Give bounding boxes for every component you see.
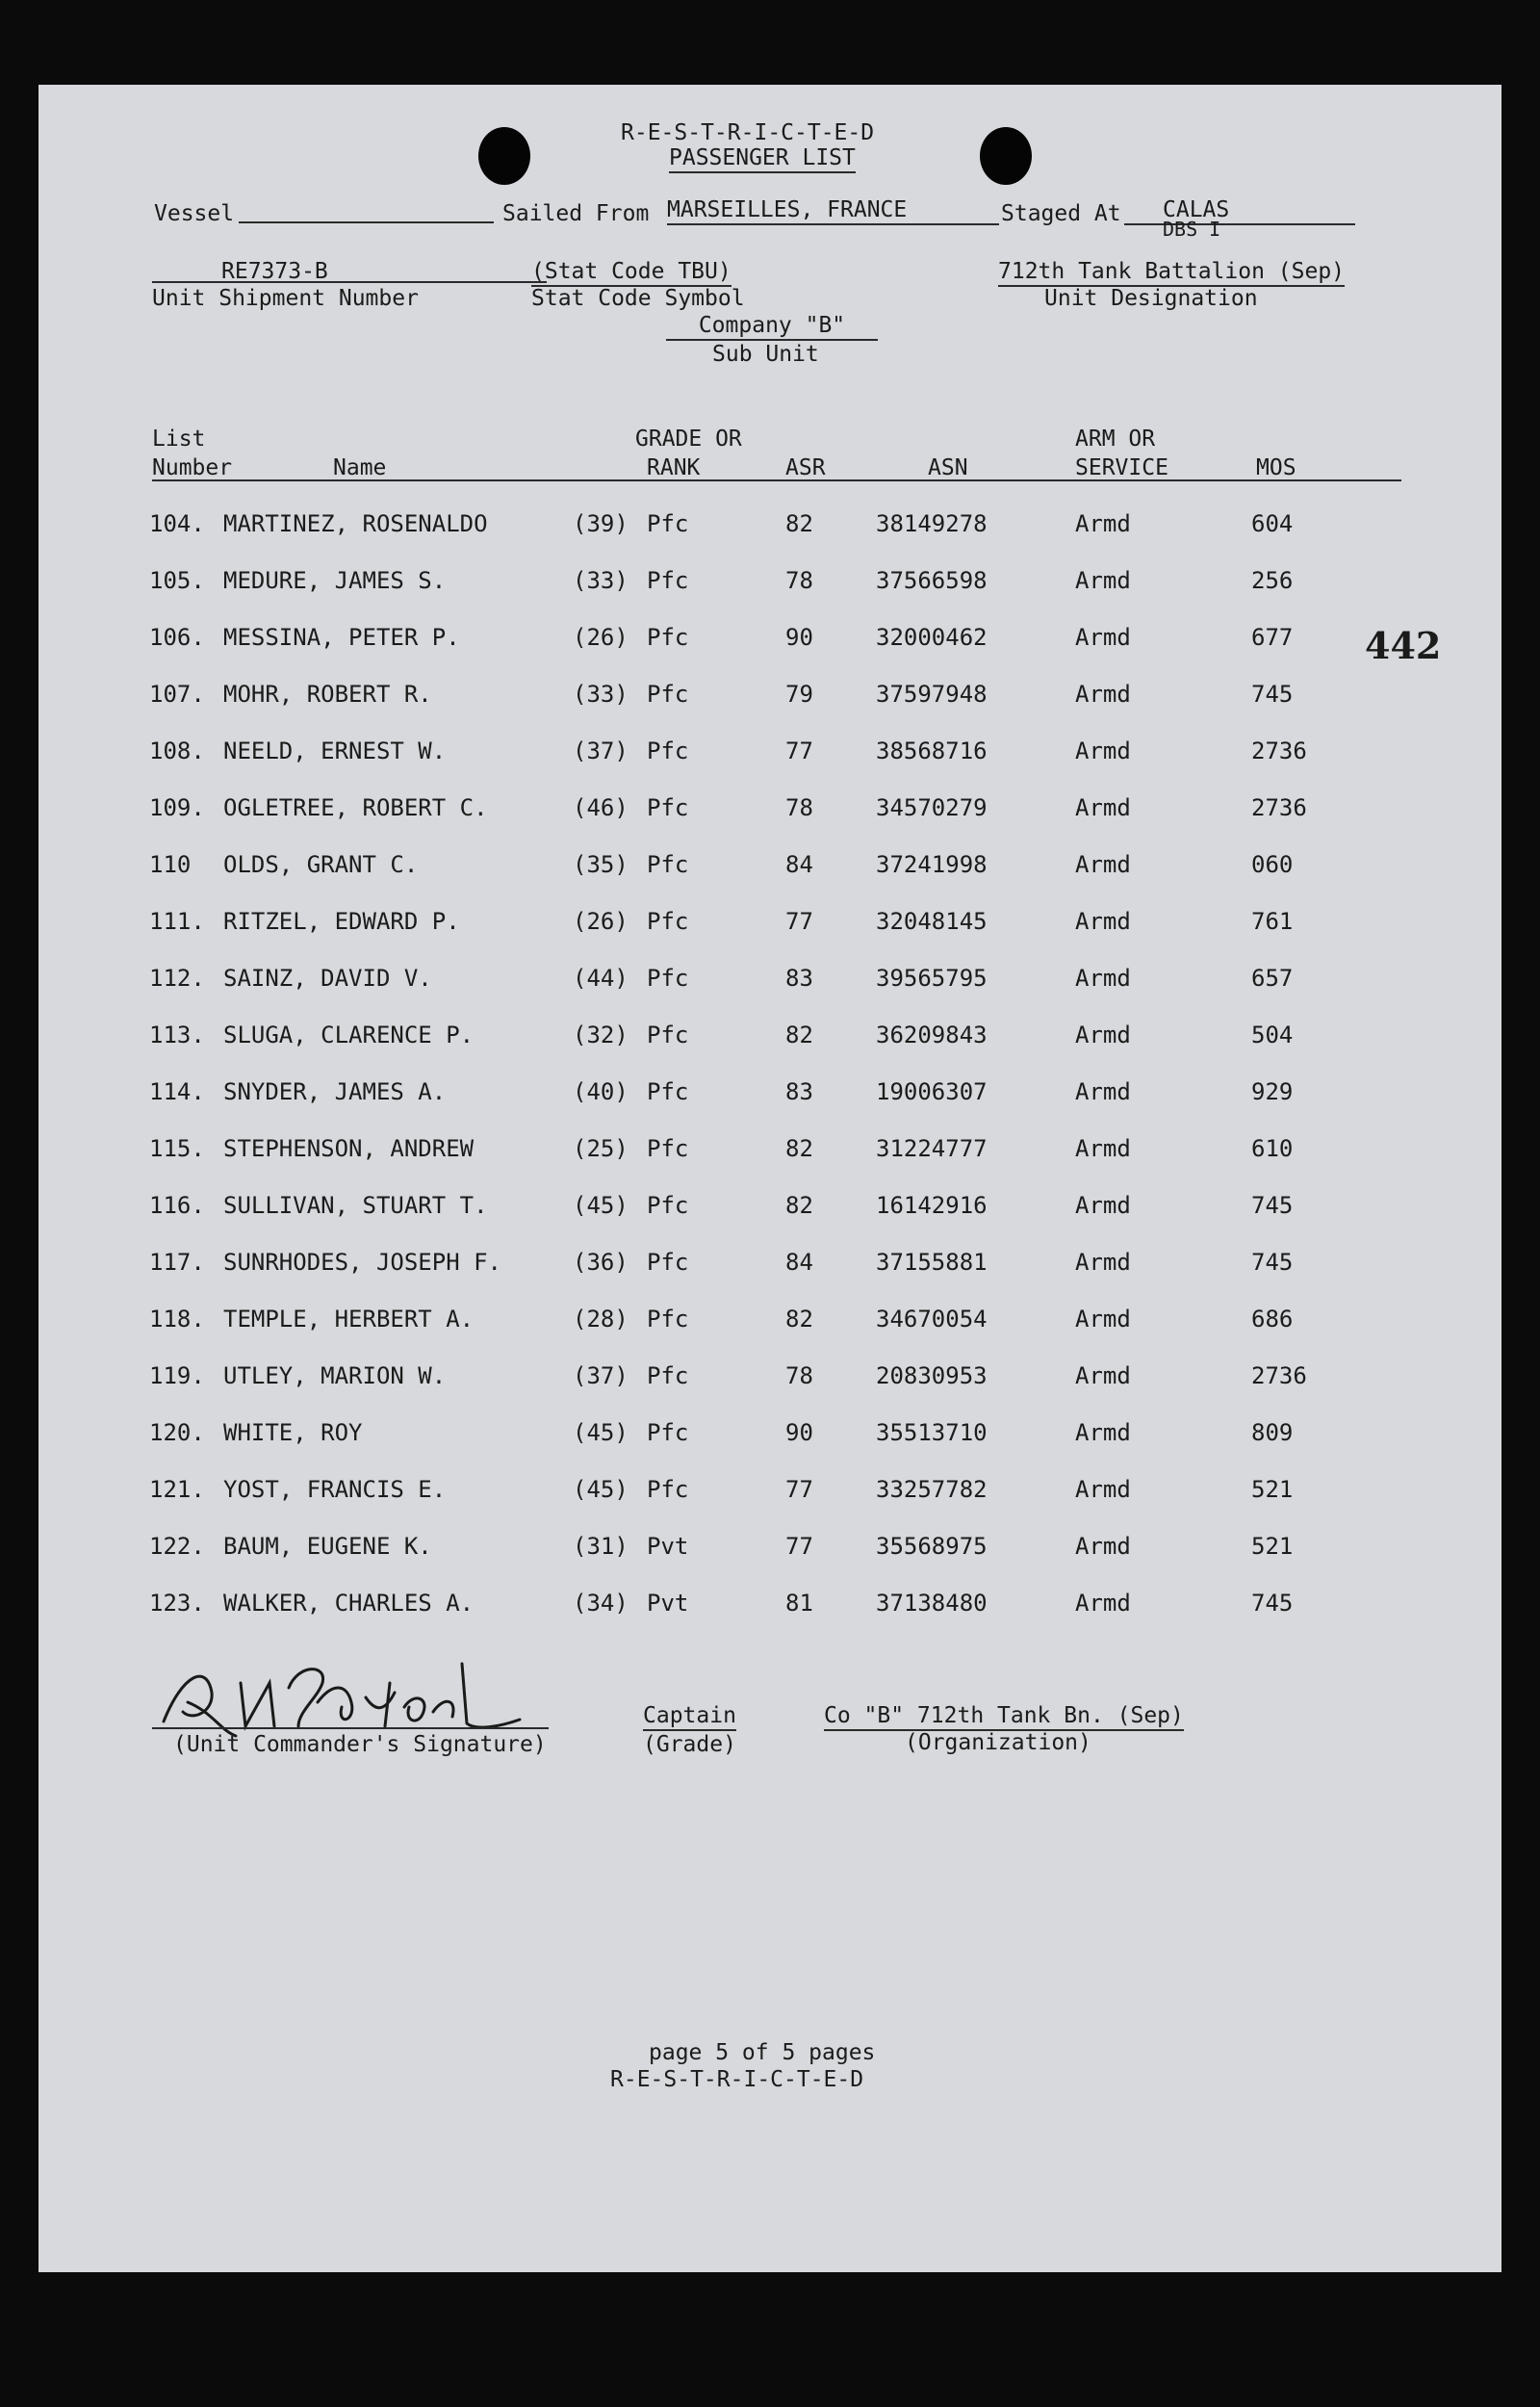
row-asn: 19006307 [876,1078,988,1105]
row-name: SNYDER, JAMES A. [223,1078,447,1105]
row-arm: Armd [1075,794,1131,821]
row-rank: Pfc [647,624,689,651]
table-row [38,1413,1502,1452]
row-asn: 37566598 [876,567,988,594]
row-name: WHITE, ROY [223,1419,363,1446]
row-asn: 37155881 [876,1249,988,1276]
row-number: 123. [149,1590,205,1617]
row-arm: Armd [1075,1533,1131,1560]
row-asn: 37138480 [876,1590,988,1617]
row-asr: 84 [785,851,813,878]
row-rank: Pfc [647,1192,689,1219]
row-age: (33) [573,681,629,708]
table-row [38,675,1502,713]
row-name: YOST, FRANCIS E. [223,1476,447,1503]
table-row [38,959,1502,997]
row-asr: 82 [785,1022,813,1048]
organization: Co "B" 712th Tank Bn. (Sep) [824,1702,1184,1731]
row-mos: 745 [1251,681,1294,708]
row-asn: 38568716 [876,738,988,764]
table-row [38,1073,1502,1111]
grade-label: (Grade) [643,1732,736,1757]
row-mos: 521 [1251,1533,1294,1560]
row-arm: Armd [1075,1022,1131,1048]
col-header-name: Name [333,455,387,480]
row-arm: Armd [1075,965,1131,992]
row-age: (34) [573,1590,629,1617]
row-number: 108. [149,738,205,764]
row-asr: 84 [785,1249,813,1276]
table-row [38,1527,1502,1566]
row-rank: Pfc [647,1306,689,1333]
row-asn: 20830953 [876,1362,988,1389]
row-age: (45) [573,1192,629,1219]
row-arm: Armd [1075,681,1131,708]
document-page [38,85,1502,2272]
row-asn: 35513710 [876,1419,988,1446]
row-rank: Pfc [647,851,689,878]
col-header-rank: RANK [647,455,701,480]
table-row [38,1016,1502,1054]
row-age: (39) [573,510,629,537]
restricted-bottom: R-E-S-T-R-I-C-T-E-D [610,2067,864,2092]
row-number: 117. [149,1249,205,1276]
row-asn: 34570279 [876,794,988,821]
row-number: 122. [149,1533,205,1560]
row-rank: Pvt [647,1590,689,1617]
header-rule [152,479,1401,481]
row-rank: Pfc [647,1476,689,1503]
row-asr: 83 [785,965,813,992]
punch-hole-right [980,127,1032,185]
unit-shipment-label: Unit Shipment Number [152,286,419,311]
table-row [38,618,1502,657]
row-name: STEPHENSON, ANDREW [223,1135,475,1162]
row-asr: 78 [785,794,813,821]
signature-line [152,1727,549,1729]
row-arm: Armd [1075,1078,1131,1105]
row-number: 104. [149,510,205,537]
col-header-asr: ASR [785,455,826,480]
row-arm: Armd [1075,1476,1131,1503]
row-number: 118. [149,1306,205,1333]
signature-label: (Unit Commander's Signature) [173,1732,547,1757]
staged-at-sub: DBS I [1163,218,1221,241]
row-mos: 809 [1251,1419,1294,1446]
row-arm: Armd [1075,1590,1131,1617]
row-number: 107. [149,681,205,708]
stamp-number: 442 [1365,624,1442,667]
row-name: RITZEL, EDWARD P. [223,908,460,935]
table-row [38,1357,1502,1395]
table-row [38,505,1502,543]
row-mos: 604 [1251,510,1294,537]
table-row [38,1129,1502,1168]
row-arm: Armd [1075,1249,1131,1276]
row-number: 121. [149,1476,205,1503]
row-rank: Pfc [647,681,689,708]
row-mos: 686 [1251,1306,1294,1333]
table-row [38,789,1502,827]
row-name: TEMPLE, HERBERT A. [223,1306,475,1333]
sub-unit-label: Sub Unit [712,342,819,367]
row-name: BAUM, EUGENE K. [223,1533,432,1560]
row-asn: 16142916 [876,1192,988,1219]
row-mos: 2736 [1251,794,1307,821]
staged-at-line [1124,223,1355,225]
row-mos: 761 [1251,908,1294,935]
row-number: 110 [149,851,192,878]
row-name: OLDS, GRANT C. [223,851,419,878]
row-mos: 2736 [1251,738,1307,764]
row-number: 109. [149,794,205,821]
row-number: 111. [149,908,205,935]
unit-designation: 712th Tank Battalion (Sep) [998,258,1345,287]
sub-unit: Company "B" [666,312,878,341]
row-asn: 33257782 [876,1476,988,1503]
sailed-from-label: Sailed From [502,201,650,226]
stat-code-label: Stat Code Symbol [531,286,745,311]
row-asr: 90 [785,624,813,651]
row-asr: 90 [785,1419,813,1446]
restricted-top: R-E-S-T-R-I-C-T-E-D [621,120,875,145]
row-rank: Pfc [647,1362,689,1389]
row-rank: Pfc [647,510,689,537]
sailed-from-value: MARSEILLES, FRANCE [667,196,999,225]
row-arm: Armd [1075,1306,1131,1333]
col-header-mos: MOS [1256,455,1296,480]
row-name: NEELD, ERNEST W. [223,738,447,764]
row-arm: Armd [1075,567,1131,594]
row-name: MEDURE, JAMES S. [223,567,447,594]
row-name: SAINZ, DAVID V. [223,965,432,992]
row-number: 106. [149,624,205,651]
punch-hole-left [478,127,530,185]
row-asn: 32000462 [876,624,988,651]
row-asn: 37241998 [876,851,988,878]
unit-shipment-line [152,281,547,283]
row-asn: 35568975 [876,1533,988,1560]
row-name: WALKER, CHARLES A. [223,1590,475,1617]
row-number: 119. [149,1362,205,1389]
row-number: 112. [149,965,205,992]
row-arm: Armd [1075,1135,1131,1162]
page-indicator: page 5 of 5 pages [649,2040,876,2065]
row-asn: 36209843 [876,1022,988,1048]
table-row [38,561,1502,600]
row-age: (33) [573,567,629,594]
row-age: (32) [573,1022,629,1048]
row-asr: 82 [785,510,813,537]
stat-code: (Stat Code TBU) [531,258,732,287]
row-number: 120. [149,1419,205,1446]
row-age: (36) [573,1249,629,1276]
row-asr: 79 [785,681,813,708]
commander-grade: Captain [643,1702,736,1731]
row-name: SULLIVAN, STUART T. [223,1192,488,1219]
row-name: UTLEY, MARION W. [223,1362,447,1389]
row-mos: 929 [1251,1078,1294,1105]
unit-designation-label: Unit Designation [1044,286,1258,311]
row-number: 113. [149,1022,205,1048]
row-rank: Pfc [647,908,689,935]
row-age: (46) [573,794,629,821]
row-name: SLUGA, CLARENCE P. [223,1022,475,1048]
row-name: MARTINEZ, ROSENALDO [223,510,488,537]
row-age: (37) [573,738,629,764]
vessel-field-line [239,221,494,223]
row-number: 105. [149,567,205,594]
row-rank: Pfc [647,965,689,992]
row-asr: 82 [785,1306,813,1333]
row-age: (26) [573,908,629,935]
row-age: (45) [573,1476,629,1503]
row-age: (28) [573,1306,629,1333]
table-row [38,845,1502,884]
row-mos: 256 [1251,567,1294,594]
row-age: (25) [573,1135,629,1162]
row-rank: Pvt [647,1533,689,1560]
row-rank: Pfc [647,738,689,764]
col-header-number: Number [152,455,233,480]
table-row [38,1470,1502,1509]
row-age: (35) [573,851,629,878]
row-asn: 31224777 [876,1135,988,1162]
row-age: (45) [573,1419,629,1446]
unit-shipment-number: RE7373-B [221,259,328,284]
row-mos: 745 [1251,1590,1294,1617]
col-header-list: List [152,427,206,452]
row-mos: 657 [1251,965,1294,992]
row-age: (40) [573,1078,629,1105]
row-mos: 745 [1251,1192,1294,1219]
row-arm: Armd [1075,510,1131,537]
row-age: (44) [573,965,629,992]
table-row [38,732,1502,770]
row-asr: 78 [785,567,813,594]
table-row [38,902,1502,941]
page-title: PASSENGER LIST [669,144,856,173]
row-rank: Pfc [647,1249,689,1276]
table-row [38,1300,1502,1338]
row-rank: Pfc [647,1078,689,1105]
row-mos: 677 [1251,624,1294,651]
row-asn: 38149278 [876,510,988,537]
row-asr: 77 [785,1533,813,1560]
col-header-service: SERVICE [1075,455,1168,480]
staged-at-label: Staged At [1001,201,1121,226]
row-mos: 2736 [1251,1362,1307,1389]
staged-at-value: CALAS [1163,197,1230,222]
vessel-label: Vessel [154,201,235,226]
row-asr: 77 [785,738,813,764]
row-asr: 78 [785,1362,813,1389]
table-row [38,1243,1502,1281]
row-age: (37) [573,1362,629,1389]
row-arm: Armd [1075,1362,1131,1389]
row-arm: Armd [1075,738,1131,764]
row-asr: 77 [785,908,813,935]
row-asn: 37597948 [876,681,988,708]
col-header-grade-or: GRADE OR [635,427,742,452]
row-rank: Pfc [647,1419,689,1446]
organization-label: (Organization) [905,1730,1091,1755]
row-name: MESSINA, PETER P. [223,624,460,651]
row-asr: 77 [785,1476,813,1503]
col-header-arm-or: ARM OR [1075,427,1156,452]
row-asr: 82 [785,1192,813,1219]
row-asn: 32048145 [876,908,988,935]
row-asr: 82 [785,1135,813,1162]
row-arm: Armd [1075,1419,1131,1446]
row-rank: Pfc [647,1022,689,1048]
row-number: 115. [149,1135,205,1162]
row-mos: 610 [1251,1135,1294,1162]
row-mos: 745 [1251,1249,1294,1276]
table-row [38,1584,1502,1622]
row-mos: 521 [1251,1476,1294,1503]
row-arm: Armd [1075,908,1131,935]
row-asn: 34670054 [876,1306,988,1333]
col-header-asn: ASN [928,455,968,480]
row-rank: Pfc [647,794,689,821]
row-age: (26) [573,624,629,651]
row-mos: 504 [1251,1022,1294,1048]
row-number: 116. [149,1192,205,1219]
row-mos: 060 [1251,851,1294,878]
row-rank: Pfc [647,1135,689,1162]
row-arm: Armd [1075,851,1131,878]
row-arm: Armd [1075,624,1131,651]
row-name: SUNRHODES, JOSEPH F. [223,1249,501,1276]
row-asr: 83 [785,1078,813,1105]
row-asn: 39565795 [876,965,988,992]
row-age: (31) [573,1533,629,1560]
row-number: 114. [149,1078,205,1105]
table-row [38,1186,1502,1225]
row-arm: Armd [1075,1192,1131,1219]
row-name: MOHR, ROBERT R. [223,681,432,708]
row-name: OGLETREE, ROBERT C. [223,794,488,821]
row-rank: Pfc [647,567,689,594]
row-asr: 81 [785,1590,813,1617]
